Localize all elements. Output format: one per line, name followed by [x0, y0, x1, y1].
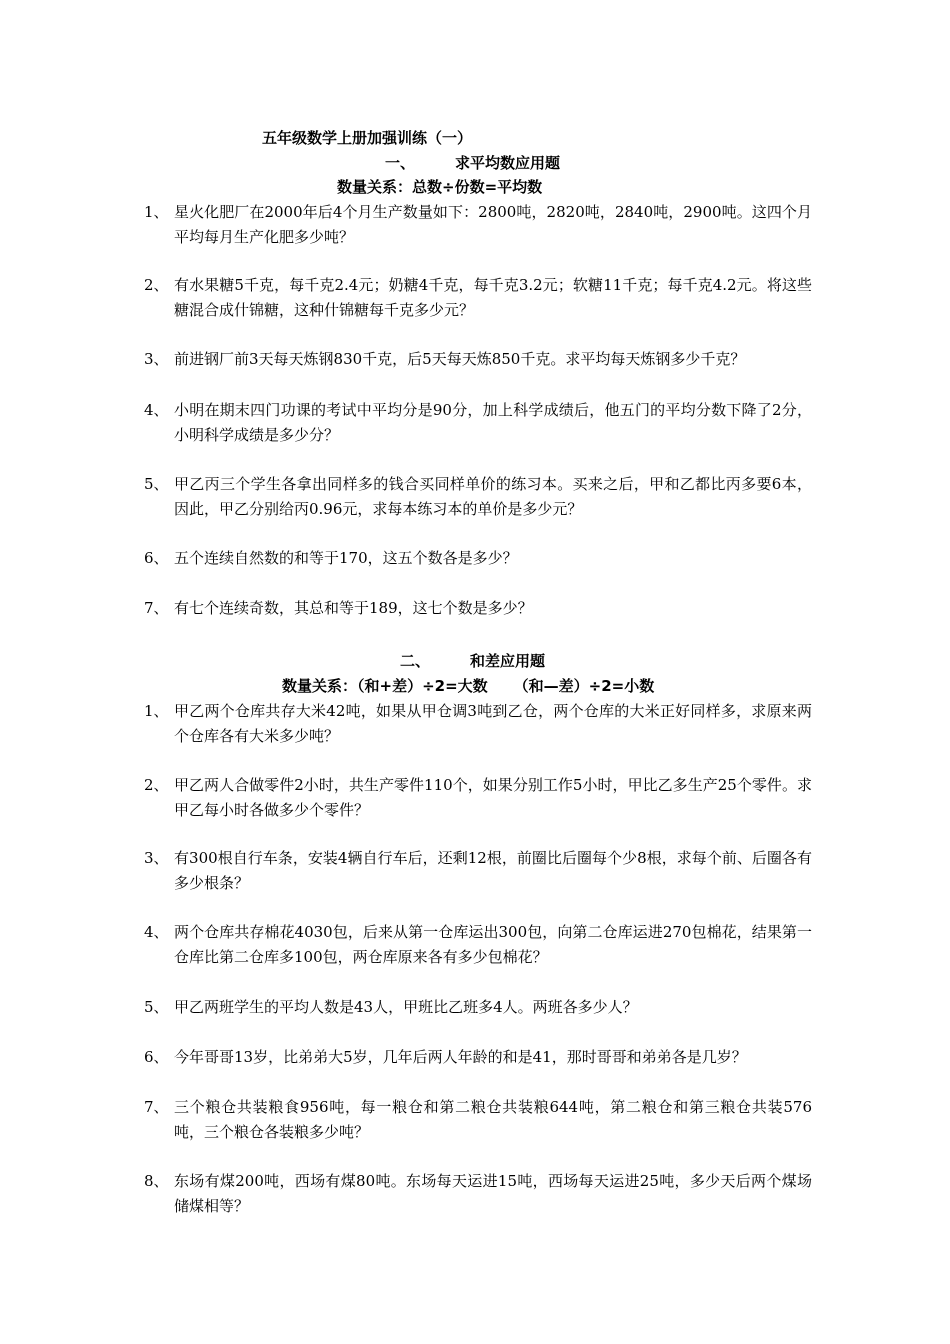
problem-item [144, 472, 812, 522]
problem-item [144, 1045, 812, 1070]
problem-number: 7、 [144, 1098, 169, 1116]
problem-text: 甲乙丙三个学生各拿出同样多的钱合买同样单价的练习本。买来之后，甲和乙都比丙多要6本，因此，甲乙分别给丙0.96元，求每本练习本的单价是多少元？ [174, 475, 812, 518]
problem-item [144, 699, 812, 749]
problem-item [144, 596, 812, 621]
problem-number: 1、 [144, 203, 169, 221]
problem-text: 东场有煤200吨，西场有煤80吨。东场每天运进15吨，西场每天运进25吨，多少天后两个煤场储煤相等？ [174, 1172, 812, 1215]
section-number: 一、 [385, 154, 416, 172]
problem-item [144, 398, 812, 448]
problem-number: 1、 [144, 702, 169, 720]
problem-number: 3、 [144, 350, 169, 368]
section-heading-1 [385, 152, 560, 173]
section-title: 求平均数应用题 [455, 154, 561, 172]
problem-text: 前进钢厂前3天每天炼钢830千克，后5天每天炼850千克。求平均每天炼钢多少千克？ [174, 350, 746, 368]
section-heading-2 [400, 650, 545, 671]
problem-number: 7、 [144, 599, 169, 617]
problem-number: 8、 [144, 1172, 169, 1190]
problem-item [144, 200, 812, 250]
problem-number: 2、 [144, 776, 169, 794]
problem-item [144, 846, 812, 896]
problem-number: 6、 [144, 1048, 169, 1066]
section-title: 和差应用题 [470, 652, 546, 670]
document-title: 五年级数学上册加强训练（一） [262, 129, 473, 147]
problem-text: 有水果糖5千克，每千克2.4元；奶糖4千克，每千克3.2元；软糖11千克；每千克4.2元。将这些糖混合成什锦糖，这种什锦糖每千克多少元？ [174, 276, 812, 319]
section-number: 二、 [400, 652, 431, 670]
problem-item [144, 347, 812, 372]
problem-item [144, 1095, 812, 1145]
problem-number: 4、 [144, 401, 169, 419]
problem-number: 5、 [144, 475, 169, 493]
problem-number: 4、 [144, 923, 169, 941]
quantity-relation-2 [282, 675, 654, 696]
problem-text: 两个仓库共存棉花4030包，后来从第一仓库运出300包，向第二仓库运进270包棉花，结果第一仓库比第二仓库多100包，两仓库原来各有多少包棉花？ [174, 923, 812, 966]
problem-text: 星火化肥厂在2000年后4个月生产数量如下：2800吨，2820吨，2840吨，2900吨。这四个月平均每月生产化肥多少吨？ [174, 203, 812, 246]
problem-text: 今年哥哥13岁，比弟弟大5岁，几年后两人年龄的和是41，那时哥哥和弟弟各是几岁？ [174, 1048, 747, 1066]
relation-text: 数量关系：总数÷份数=平均数 [337, 178, 543, 196]
relation-text: 数量关系：（和+差）÷2=大数 [282, 677, 488, 695]
problem-item [144, 273, 812, 323]
problem-text: 有七个连续奇数，其总和等于189，这七个数是多少？ [174, 599, 533, 617]
problem-text: 甲乙两班学生的平均人数是43人，甲班比乙班多4人。两班各多少人？ [174, 998, 638, 1016]
problem-item [144, 995, 812, 1020]
problem-number: 3、 [144, 849, 169, 867]
problem-item [144, 546, 812, 571]
quantity-relation-1 [337, 176, 542, 197]
problem-text: 三个粮仓共装粮食956吨，每一粮仓和第二粮仓共装粮644吨，第二粮仓和第三粮仓共装576吨，三个粮仓各装粮多少吨？ [174, 1098, 812, 1141]
problem-number: 6、 [144, 549, 169, 567]
problem-number: 5、 [144, 998, 169, 1016]
problem-item [144, 773, 812, 823]
relation-text: （和—差）÷2=小数 [513, 677, 655, 695]
problem-text: 甲乙两人合做零件2小时，共生产零件110个，如果分别工作5小时，甲比乙多生产25个零件。求甲乙每小时各做多少个零件？ [174, 776, 812, 819]
problem-item [144, 1169, 812, 1219]
problem-text: 五个连续自然数的和等于170，这五个数各是多少？ [174, 549, 518, 567]
problem-item [144, 920, 812, 970]
problem-text: 甲乙两个仓库共存大米42吨，如果从甲仓调3吨到乙仓，两个仓库的大米正好同样多，求原来两个仓库各有大米多少吨？ [174, 702, 812, 745]
problem-text: 小明在期末四门功课的考试中平均分是90分，加上科学成绩后，他五门的平均分数下降了2分，小明科学成绩是多少分？ [174, 401, 812, 444]
problem-text: 有300根自行车条，安装4辆自行车后，还剩12根，前圈比后圈每个少8根，求每个前、后圈各有多少根条？ [174, 849, 812, 892]
problem-number: 2、 [144, 276, 169, 294]
